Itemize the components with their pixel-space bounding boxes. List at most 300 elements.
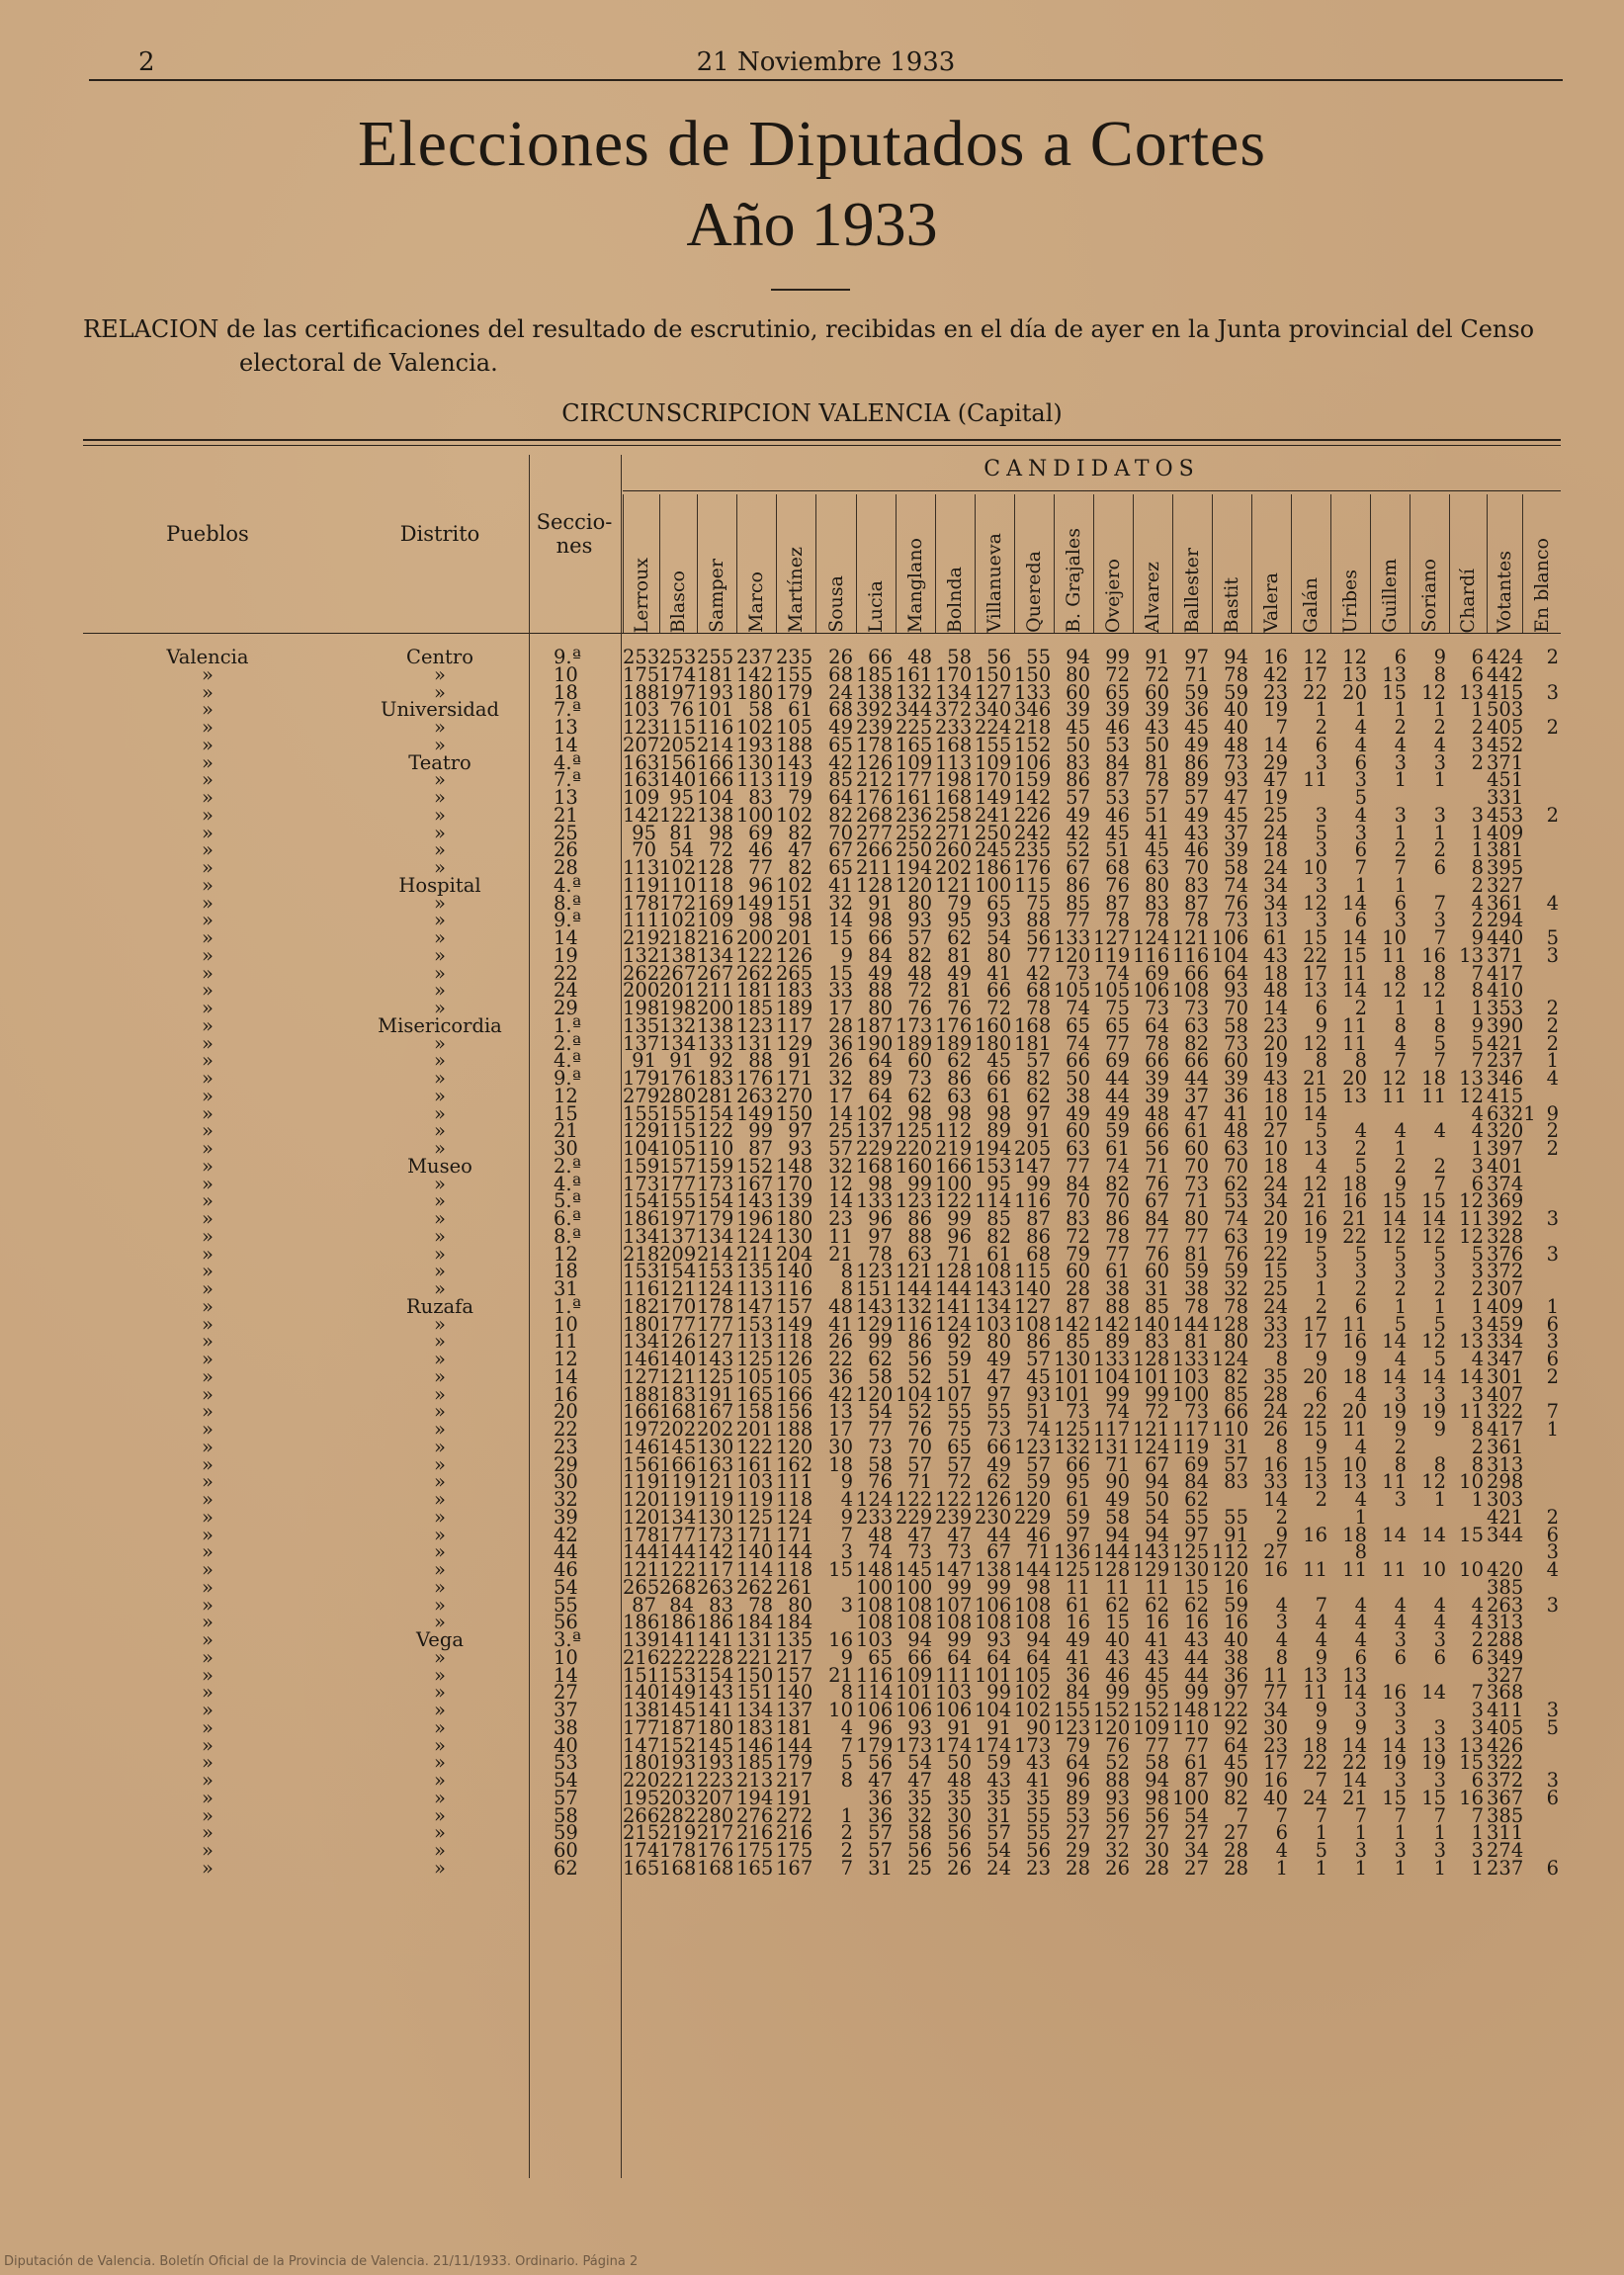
table-cell: 21 [1330, 1210, 1367, 1228]
table-cell: » [148, 1228, 267, 1246]
table-cell: 54 [554, 1772, 597, 1790]
table-cell: 77 [1172, 1228, 1209, 1246]
table-cell: 152 [659, 1737, 694, 1755]
table-cell: 276 [736, 1807, 773, 1825]
table-cell: 2 [1522, 1122, 1559, 1140]
table-cell: 80 [896, 895, 932, 913]
table-cell: 115 [1014, 1263, 1051, 1280]
table-cell: 371 [1487, 947, 1519, 965]
table-cell: 1 [1291, 1824, 1327, 1842]
table-cell: 20 [1291, 1368, 1327, 1386]
table-cell: 54 [554, 1579, 597, 1597]
table-cell: 175 [776, 1842, 812, 1860]
table-cell: 46 [1093, 719, 1130, 737]
table-cell: 123 [896, 1192, 932, 1210]
table-cell: 117 [1172, 1421, 1209, 1439]
table-cell: 96 [856, 1719, 893, 1737]
table-cell: 99 [736, 1122, 773, 1140]
circunscripcion-heading: CIRCUNSCRIPCION VALENCIA (Capital) [0, 399, 1624, 427]
table-cell: 2.ª [554, 1158, 597, 1176]
table-cell: 124 [736, 1228, 773, 1246]
table-cell: 95 [935, 912, 972, 929]
table-cell: 239 [935, 1509, 972, 1527]
table-cell: 64 [1014, 1649, 1051, 1667]
table-cell: 176 [736, 1070, 773, 1088]
table-cell: 200 [623, 982, 656, 1000]
table-cell: 93 [1093, 1790, 1130, 1807]
table-cell: 9 [1410, 1421, 1446, 1439]
table-cell: 32 [896, 1807, 932, 1825]
table-cell: 150 [736, 1667, 773, 1685]
table-cell: 167 [736, 1176, 773, 1193]
table-cell: 6 [1522, 1316, 1559, 1334]
table-cell: 135 [736, 1263, 773, 1280]
table-cell: 58 [935, 649, 972, 666]
table-cell: 3 [1330, 1702, 1367, 1719]
table-cell: » [346, 1421, 534, 1439]
table-cell: 303 [1487, 1491, 1519, 1509]
table-cell: 41 [1014, 1772, 1051, 1790]
table-cell: 3 [1330, 771, 1367, 789]
table-cell: » [346, 1754, 534, 1772]
table-cell: 13 [1410, 1737, 1446, 1755]
table-cell: 63 [1212, 1228, 1248, 1246]
table-cell: 152 [1093, 1702, 1130, 1719]
table-cell: 13 [1291, 1473, 1327, 1491]
candidate-name: Bastit [1221, 577, 1242, 633]
table-cell: 7 [1522, 1403, 1559, 1421]
table-cell: 37 [1212, 825, 1248, 842]
table-cell: 327 [1487, 877, 1519, 895]
table-cell: 97 [1054, 1527, 1090, 1544]
table-cell: 50 [1054, 737, 1090, 754]
table-cell: 22 [1330, 1228, 1367, 1246]
table-cell: 5 [1410, 1351, 1446, 1368]
table-cell: 13 [554, 719, 597, 737]
table-cell: 102 [776, 807, 812, 825]
table-cell: 144 [776, 1543, 812, 1561]
table-cell: 54 [1133, 1509, 1169, 1527]
title-line-2: Año 1933 [0, 188, 1624, 261]
candidate-name: Uribes [1339, 569, 1361, 633]
table-cell: 65 [815, 737, 853, 754]
table-cell: 73 [1054, 965, 1090, 983]
table-cell: 313 [1487, 1614, 1519, 1631]
table-cell: 124 [856, 1491, 893, 1509]
table-cell: 334 [1487, 1333, 1519, 1351]
table-cell: 4 [1370, 1597, 1407, 1615]
table-cell: » [148, 1176, 267, 1193]
candidate-header [1212, 494, 1251, 633]
table-cell: 18 [1291, 1737, 1327, 1755]
table-cell: 11 [1291, 1684, 1327, 1702]
table-cell: 224 [975, 719, 1011, 737]
table-cell: 73 [896, 1543, 932, 1561]
table-cell: 14 [1370, 1368, 1407, 1386]
table-cell: » [346, 1790, 534, 1807]
table-cell: 38 [1054, 1088, 1090, 1105]
table-cell: 119 [1172, 1439, 1209, 1456]
table-cell: 115 [659, 719, 694, 737]
table-cell: 198 [623, 1000, 656, 1017]
table-cell: 105 [776, 719, 812, 737]
table-cell: 83 [736, 789, 773, 807]
table-cell: 2 [1449, 719, 1484, 737]
table-cell: 190 [856, 1035, 893, 1053]
table-cell: 77 [1093, 1246, 1130, 1264]
table-cell: 10 [1449, 1561, 1484, 1579]
table-cell: » [346, 1246, 534, 1264]
table-cell: 4.ª [554, 1176, 597, 1193]
table-cell: 28 [815, 1017, 853, 1035]
table-cell: 217 [776, 1772, 812, 1790]
table-cell: 3 [1291, 1263, 1327, 1280]
table-cell: 3 [1449, 807, 1484, 825]
table-cell: 67 [1054, 859, 1090, 877]
table-cell: 42 [554, 1527, 597, 1544]
table-cell: 187 [659, 1719, 694, 1737]
table-cell: 4 [1522, 1561, 1559, 1579]
table-cell: 113 [736, 1333, 773, 1351]
table-cell: 81 [935, 982, 972, 1000]
table-cell: 7 [1449, 1052, 1484, 1070]
table-cell: 78 [1133, 1035, 1169, 1053]
table-cell: 99 [1014, 1176, 1051, 1193]
table-cell: 104 [1212, 947, 1248, 965]
table-cell: 125 [736, 1509, 773, 1527]
table-cell: 39 [1093, 701, 1130, 719]
table-cell: 102 [736, 719, 773, 737]
table-cell: 140 [623, 1684, 656, 1702]
table-cell: 233 [935, 719, 972, 737]
table-cell: 137 [776, 1702, 812, 1719]
table-cell: 4 [815, 1491, 853, 1509]
table-cell: 50 [1133, 737, 1169, 754]
table-cell: 4 [1330, 1439, 1367, 1456]
table-cell: 81 [935, 947, 972, 965]
table-cell: 27 [1172, 1824, 1209, 1842]
table-cell: 200 [736, 929, 773, 947]
table-cell: 155 [1054, 1702, 1090, 1719]
table-cell: 62 [1133, 1597, 1169, 1615]
table-cell: 108 [1014, 1597, 1051, 1615]
table-cell: 18 [1330, 1368, 1367, 1386]
table-cell: 45 [975, 1052, 1011, 1070]
table-cell: 3 [1449, 1263, 1484, 1280]
table-cell: 3 [1370, 807, 1407, 825]
table-cell: 97 [1172, 1527, 1209, 1544]
table-cell: 145 [697, 1737, 733, 1755]
table-cell: 78 [1093, 912, 1130, 929]
table-cell: 108 [856, 1614, 893, 1631]
table-cell: 178 [659, 1842, 694, 1860]
table-cell: 165 [736, 1860, 773, 1878]
table-cell: 35 [935, 1790, 972, 1807]
table-cell: 140 [776, 1684, 812, 1702]
table-cell: 112 [935, 1122, 972, 1140]
table-cell: 40 [554, 1737, 597, 1755]
table-cell: » [346, 1842, 534, 1860]
table-cell: 134 [697, 1228, 733, 1246]
table-cell: 108 [896, 1614, 932, 1631]
table-cell: 132 [1054, 1439, 1090, 1456]
table-cell: 125 [1054, 1421, 1090, 1439]
table-cell: 390 [1487, 1017, 1519, 1035]
candidate-name: Manglano [904, 538, 926, 633]
table-cell: 21 [554, 1122, 597, 1140]
table-cell: 1 [1449, 701, 1484, 719]
table-cell: 3 [1291, 807, 1327, 825]
table-cell: 76 [1093, 1737, 1130, 1755]
table-cell: 105 [776, 1368, 812, 1386]
table-cell: 183 [697, 1070, 733, 1088]
table-cell: 57 [856, 1842, 893, 1860]
table-cell: 177 [659, 1176, 694, 1193]
table-cell: 3 [1449, 1842, 1484, 1860]
table-cell: » [346, 1210, 534, 1228]
table-cell: 2 [1522, 807, 1559, 825]
candidate-header [1410, 494, 1449, 633]
table-cell: 88 [1093, 1772, 1130, 1790]
table-cell: 71 [1172, 1192, 1209, 1210]
table-cell: 175 [736, 1842, 773, 1860]
table-cell: 3 [1370, 1719, 1407, 1737]
table-cell: 322 [1487, 1754, 1519, 1772]
table-cell: 94 [1054, 649, 1090, 666]
table-cell: » [148, 912, 267, 929]
table-cell: 34 [1251, 1192, 1288, 1210]
table-cell: » [346, 1000, 534, 1017]
table-cell: 63 [1054, 1140, 1090, 1158]
table-cell: 8 [815, 1684, 853, 1702]
table-cell: 65 [815, 859, 853, 877]
table-cell: 62 [1172, 1491, 1209, 1509]
table-cell: 136 [1054, 1543, 1090, 1561]
table-cell: 78 [1093, 1228, 1130, 1246]
table-cell: 66 [856, 929, 893, 947]
table-cell: 36 [1212, 1088, 1248, 1105]
table-cell: 27 [1133, 1824, 1169, 1842]
table-cell: 62 [975, 1473, 1011, 1491]
table-cell: 17 [815, 1000, 853, 1017]
table-cell: 3 [1449, 1702, 1484, 1719]
table-cell: 13 [1330, 666, 1367, 684]
table-cell: 112 [1212, 1543, 1248, 1561]
table-cell: » [346, 1473, 534, 1491]
candidate-header [815, 494, 856, 633]
table-cell: 74 [1054, 1035, 1090, 1053]
table-cell: 230 [975, 1509, 1011, 1527]
table-cell: 6 [1449, 1649, 1484, 1667]
table-cell: 11 [1251, 1667, 1288, 1685]
table-cell: 114 [975, 1192, 1011, 1210]
table-cell: 78 [856, 1246, 893, 1264]
table-cell: 5 [1410, 1035, 1446, 1053]
table-cell: 99 [935, 1579, 972, 1597]
table-cell: 203 [659, 1790, 694, 1807]
table-cell: 3 [1370, 912, 1407, 929]
table-cell: 47 [856, 1772, 893, 1790]
table-cell: 202 [935, 859, 972, 877]
table-cell: 50 [1133, 1491, 1169, 1509]
table-cell: 6 [1291, 1386, 1327, 1404]
table-cell: » [148, 1316, 267, 1334]
table-cell: 61 [1093, 1263, 1130, 1280]
table-cell: 90 [1014, 1719, 1051, 1737]
table-cell: 176 [856, 789, 893, 807]
table-cell: 44 [1172, 1649, 1209, 1667]
table-cell: » [148, 1649, 267, 1667]
table-cell: 101 [975, 1667, 1011, 1685]
table-cell: » [148, 825, 267, 842]
table-cell: 229 [856, 1140, 893, 1158]
table-cell: » [346, 1719, 534, 1737]
table-cell: 2 [1449, 1280, 1484, 1298]
table-cell: 262 [736, 965, 773, 983]
table-cell: » [148, 1719, 267, 1737]
table-cell: 14 [1330, 1737, 1367, 1755]
table-cell: Misericordia [346, 1017, 534, 1035]
table-cell: 70 [1093, 1192, 1130, 1210]
intro-line-2: electoral de Valencia. [83, 346, 1563, 380]
table-cell: 83 [1212, 1473, 1248, 1491]
table-cell: 26 [935, 1860, 972, 1878]
table-cell: 121 [896, 1263, 932, 1280]
table-cell: 42 [1014, 965, 1051, 983]
table-cell: 353 [1487, 1000, 1519, 1017]
table-cell: 8 [1330, 1052, 1367, 1070]
table-cell: 214 [697, 737, 733, 754]
table-cell: 117 [776, 1017, 812, 1035]
table-cell: 91 [856, 895, 893, 913]
table-cell: 2 [1522, 1368, 1559, 1386]
table-cell: 59 [1172, 684, 1209, 702]
table-cell: » [148, 1140, 267, 1158]
table-cell: 3 [1370, 1772, 1407, 1790]
table-cell: 130 [776, 1228, 812, 1246]
table-cell: 76 [935, 1000, 972, 1017]
table-cell: 100 [975, 877, 1011, 895]
table-cell: 59 [1212, 684, 1248, 702]
table-cell: 120 [623, 1509, 656, 1527]
table-cell: 4 [1370, 1614, 1407, 1631]
table-cell: 24 [1251, 859, 1288, 877]
table-cell: 13 [1449, 1737, 1484, 1755]
table-cell: 5 [1449, 1035, 1484, 1053]
table-cell: 41 [1133, 825, 1169, 842]
table-cell: 21 [1291, 1192, 1327, 1210]
table-cell: 26 [1093, 1860, 1130, 1878]
table-cell: 25 [1251, 1280, 1288, 1298]
table-cell: 61 [1251, 929, 1288, 947]
table-cell: 96 [856, 1210, 893, 1228]
table-cell: 216 [776, 1824, 812, 1842]
table-cell: 1 [1449, 1824, 1484, 1842]
table-cell: 141 [697, 1631, 733, 1649]
table-cell: 141 [659, 1631, 694, 1649]
table-cell: 1 [1370, 1860, 1407, 1878]
table-cell: 23 [1251, 684, 1288, 702]
table-cell: 125 [1172, 1543, 1209, 1561]
table-cell: 61 [975, 1246, 1011, 1264]
table-cell: 3 [1410, 1386, 1446, 1404]
table-cell: 16 [554, 1386, 597, 1404]
table-cell: 235 [1014, 841, 1051, 859]
table-cell: 29 [554, 1000, 597, 1017]
table-cell: » [148, 1333, 267, 1351]
table-cell: 147 [935, 1561, 972, 1579]
table-cell: 175 [623, 666, 656, 684]
table-cell: 4 [1522, 1070, 1559, 1088]
table-cell: 66 [1212, 1403, 1248, 1421]
table-cell: 6 [1410, 1649, 1446, 1667]
table-cell: 134 [697, 947, 733, 965]
table-cell: 17 [1291, 666, 1327, 684]
table-cell: 198 [935, 771, 972, 789]
table-cell: 89 [1054, 1790, 1090, 1807]
table-cell: 99 [856, 1333, 893, 1351]
table-cell: 197 [659, 1210, 694, 1228]
table-cell: 134 [659, 1035, 694, 1053]
candidatos-heading: CANDIDATOS [623, 457, 1561, 481]
table-cell: 202 [659, 1421, 694, 1439]
table-cell: 100 [736, 807, 773, 825]
table-cell: 6 [1449, 666, 1484, 684]
table-cell: 116 [1172, 947, 1209, 965]
table-cell: 176 [659, 1070, 694, 1088]
header-rule [89, 79, 1563, 81]
table-cell: 420 [1487, 1561, 1519, 1579]
table-cell: 46 [1093, 807, 1130, 825]
table-cell: 94 [1133, 1772, 1169, 1790]
table-cell: 10 [554, 1316, 597, 1334]
table-cell: 61 [1093, 1140, 1130, 1158]
table-cell: 57 [1212, 1456, 1248, 1474]
candidate-name: Votantes [1494, 551, 1515, 633]
table-cell: 65 [1054, 1017, 1090, 1035]
table-cell: 11 [1133, 1579, 1169, 1597]
table-cell: 2 [1522, 1509, 1559, 1527]
table-cell: 62 [1172, 1597, 1209, 1615]
table-cell: 3 [1522, 1772, 1559, 1790]
table-cell: 103 [623, 701, 656, 719]
table-cell: 22 [1291, 1754, 1327, 1772]
table-cell: 252 [896, 825, 932, 842]
table-cell: 11 [1370, 1561, 1407, 1579]
table-cell: 63 [1212, 1140, 1248, 1158]
table-cell: 44 [1172, 1667, 1209, 1685]
table-cell: 4 [1410, 1614, 1446, 1631]
table-cell: 143 [736, 1192, 773, 1210]
col-header-distrito: Distrito [346, 522, 534, 546]
table-cell: 19 [1410, 1403, 1446, 1421]
table-cell: 4 [1330, 807, 1367, 825]
table-cell: 50 [935, 1754, 972, 1772]
table-cell: 97 [776, 1122, 812, 1140]
table-cell: 2 [1291, 1491, 1327, 1509]
table-cell: 111 [935, 1667, 972, 1685]
table-cell: 93 [1212, 771, 1248, 789]
table-cell: 19 [1251, 789, 1288, 807]
table-cell: 392 [1487, 1210, 1519, 1228]
table-cell: 141 [697, 1702, 733, 1719]
table-cell: 4 [815, 1719, 853, 1737]
table-cell: 48 [1251, 982, 1288, 1000]
table-cell: 55 [1172, 1509, 1209, 1527]
table-cell: 157 [776, 1667, 812, 1685]
candidate-header [1330, 494, 1370, 633]
table-cell: 2 [1330, 1280, 1367, 1298]
